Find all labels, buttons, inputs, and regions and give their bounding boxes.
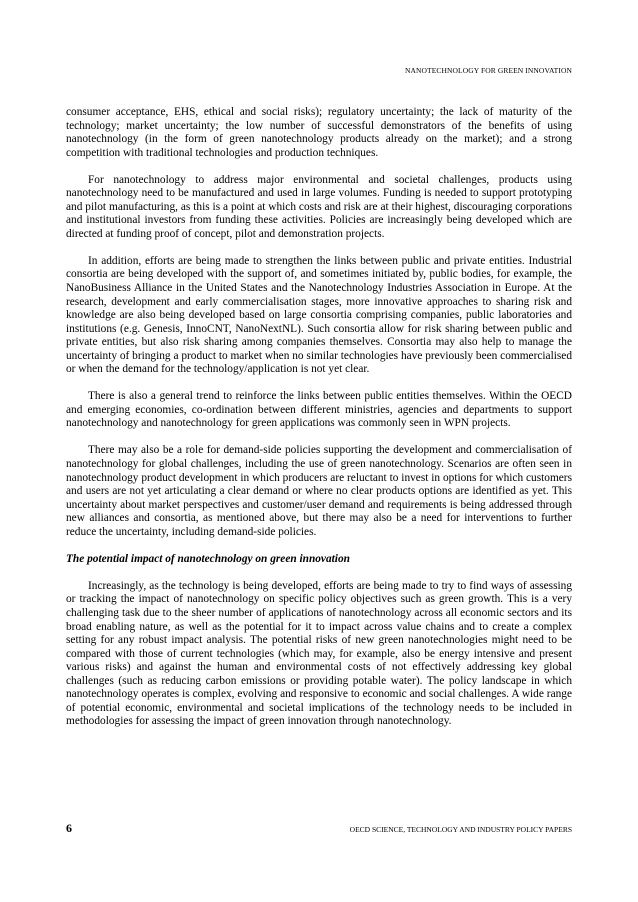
footer-publication-title: OECD SCIENCE, TECHNOLOGY AND INDUSTRY POLICY PAPERS xyxy=(349,825,572,834)
paragraph-4: There is also a general trend to reinforce the links between public entities themselves. Within the OECD and emerging economies, co-ordination between different ministries, agencies and departments to support nanotechnology and nanotechnology for green applications was commonly seen in WPN projects. xyxy=(66,390,572,430)
paragraph-1: consumer acceptance, EHS, ethical and social risks); regulatory uncertainty; the lack of maturity of the technology; market uncertainty; the low number of successful demonstrators of the benefits of using nanotechnology (in the form of green nanotechnology products already on the market); and a strong competition with traditional technologies and production techniques. xyxy=(66,106,572,159)
body-text xyxy=(66,106,572,742)
section-paragraph: Increasingly, as the technology is being developed, efforts are being made to try to find ways of assessing or tracking the impact of nanotechnology on specific policy objectives such as green growth. This is a very challenging task due to the sheer number of applications of nanotechnology across all economic sectors and its broad enabling nature, as well as the potential for it to impact across value chains and to create a complex setting for any robust impact analysis. The potential risks of new green nanotechnologies might need to be compared with those of current technologies (which may, for example, also be energy intensive and present various risks) and against the human and environmental costs of not effectively addressing key global challenges (such as reducing carbon emissions or providing potable water). The policy landscape in which nanotechnology operates is complex, evolving and responsive to economic and social challenges. A wide range of potential economic, environmental and societal implications of the technology needs to be included in methodologies for assessing the impact of green innovation through nanotechnology. xyxy=(66,579,572,728)
paragraph-3: In addition, efforts are being made to strengthen the links between public and private entities. Industrial consortia are being developed with the support of, and sometimes initiated by, public bodies, for example, the NanoBusiness Alliance in the United States and the Nanotechnology Industries Association in Europe. At the research, development and early commercialisation stages, more innovative approaches to sharing risk and knowledge are also being developed based on large consortia comprising companies, public laboratories and institutions (e.g. Genesis, InnoCNT, NanoNextNL). Such consortia allow for risk sharing between public and private entities, but also risk sharing among companies themselves. Consortia may also help to manage the uncertainty of bringing a product to market when no similar technologies have previously been commercialised or when the demand for the technology/application is not yet clear. xyxy=(66,254,572,376)
paragraph-2: For nanotechnology to address major environmental and societal challenges, products using nanotechnology need to be manufactured and used in large volumes. Funding is needed to support prototyping and pilot manufacturing, as this is a point at which costs and risk are at their highest, discouraging corporations and institutional investors from funding these activities. Policies are increasingly being developed which are directed at funding proof of concept, pilot and demonstration projects. xyxy=(66,173,572,240)
paragraph-5: There may also be a role for demand-side policies supporting the development and commercialisation of nanotechnology for global challenges, including the use of green nanotechnology. Scenarios are often seen in nanotechnology product development in which producers are reluctant to invest in options for which customers and users are not yet articulating a clear demand or where no clear products options are identified as yet. This uncertainty about market perspectives and customer/user demand and requirements is being addressed through new alliances and consortia, as mentioned above, but there may also be a need for interventions to further reduce the uncertainty, including demand-side policies. xyxy=(66,444,572,538)
section-heading: The potential impact of nanotechnology on green innovation xyxy=(66,552,350,565)
page-number: 6 xyxy=(66,821,72,835)
running-header: NANOTECHNOLOGY FOR GREEN INNOVATION xyxy=(404,66,572,75)
